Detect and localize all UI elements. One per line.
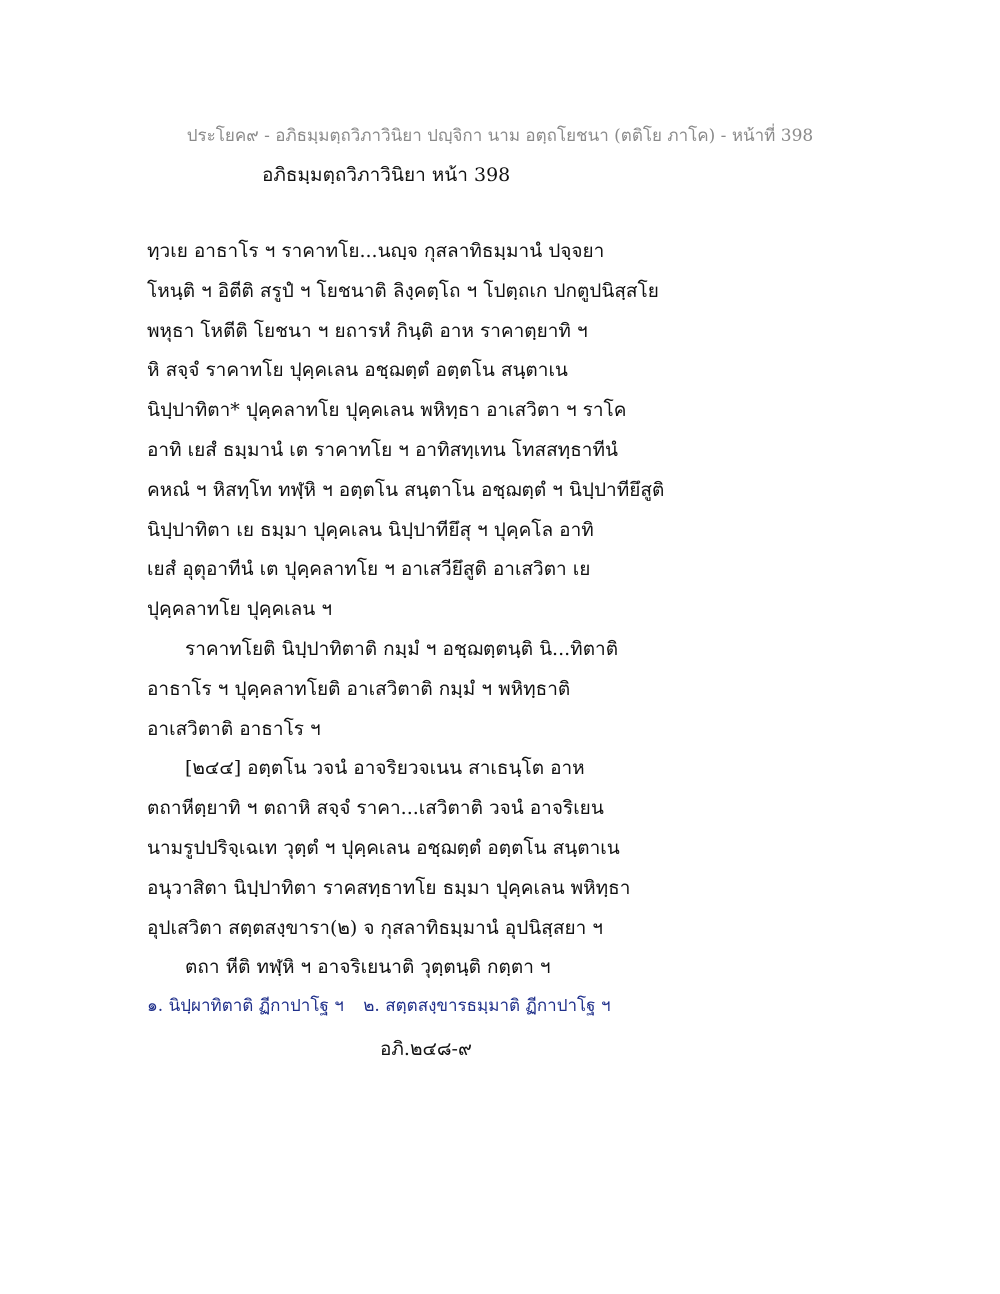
- text-line: อาเสวิตาติ อาธาโร ฯ: [147, 717, 321, 740]
- text-line-indented: ราคาทโยติ นิปฺปาทิตาติ กมฺมํ ฯ อชฺฌตฺตนฺติ นิ...ทิตาติ: [185, 637, 619, 660]
- text-line: นิปฺปาทิตา* ปุคฺคลาทโย ปุคฺคเลน พหิทฺธา อาเสวิตา ฯ ราโค: [147, 399, 627, 422]
- text-line: ตถาหีตฺยาทิ ฯ ตถาหิ สจฺจํ ราคา...เสวิตาติ วจนํ อาจริเยน: [147, 797, 604, 820]
- page-reference: อภิ.๒๔๘-๙: [380, 1038, 472, 1060]
- page-heading: อภิธมฺมตฺถวิภาวินิยา หน้า 398: [262, 164, 511, 186]
- footnote-2: ๒. สตฺตสงฺขารธมฺมาติ ฏีกาปาโฐ ฯ: [363, 996, 611, 1016]
- text-line-indented: ตถา หีติ ทฬฺหิ ฯ อาจริเยนาติ วุตฺตนฺติ กตฺตา ฯ: [185, 956, 551, 979]
- text-line: ปุคฺคลาทโย ปุคฺคเลน ฯ: [147, 598, 333, 621]
- footnote-1: ๑. นิปฺผาทิตาติ ฏีกาปาโฐ ฯ: [147, 996, 344, 1016]
- text-line: ทฺวเย อาธาโร ฯ ราคาทโย...นญฺจ กุสลาทิธมฺมานํ ปจฺจยา: [147, 240, 605, 262]
- text-line: อุปเสวิตา สตฺตสงฺขารา(๒) จ กุสลาทิธมฺมานํ อุปนิสฺสยา ฯ: [147, 916, 603, 939]
- text-line: นิปฺปาทิตา เย ธมฺมา ปุคฺคเลน นิปฺปาทียึสุ ฯ ปุคฺคโล อาทิ: [147, 518, 594, 541]
- text-line-indented: [๒๔๔] อตฺตโน วจนํ อาจริยวจเนน สาเธนฺโต อาห: [185, 757, 585, 780]
- text-line: อาธาโร ฯ ปุคฺคลาทโยติ อาเสวิตาติ กมฺมํ ฯ พหิทฺธาติ: [147, 677, 571, 700]
- text-line: เยสํ อุตุอาทีนํ เต ปุคฺคลาทโย ฯ อาเสวียึสูติ อาเสวิตา เย: [147, 558, 591, 581]
- body-text: [147, 232, 867, 988]
- text-line: อาทิ เยสํ ธมฺมานํ เต ราคาทโย ฯ อาทิสทฺเทน โทสสทฺธาทีนํ: [147, 438, 618, 461]
- text-line: คหณํ ฯ หิสทฺโท ทฬฺหิ ฯ อตฺตโน สนฺตาโน อชฺฌตฺตํ ฯ นิปฺปาทียึสูติ: [147, 478, 665, 501]
- text-line: หิ สจฺจํ ราคาทโย ปุคฺคเลน อชฺฌตฺตํ อตฺตโน สนฺตาเน: [147, 359, 568, 382]
- text-line: พหุธา โหตีติ โยชนา ฯ ยถารหํ กินฺติ อาห ราคาตฺยาทิ ฯ: [147, 319, 588, 342]
- running-header: ประโยค๙ - อภิธมฺมตฺถวิภาวินิยา ปญฺจิกา นาม อตฺถโยชนา (ตติโย ภาโค) - หน้าที่ 398: [186, 126, 814, 146]
- text-line: โหนฺติ ฯ อิตีติ สรูปํ ฯ โยชนาติ ลิงฺคตฺโถ ฯ โปตฺถเก ปกตูปนิสฺสโย: [147, 279, 659, 302]
- footnotes: [147, 992, 611, 1019]
- text-line: นามรูปปริจฺเฉเท วุตฺตํ ฯ ปุคฺคเลน อชฺฌตฺตํ อตฺตโน สนฺตาเน: [147, 836, 620, 859]
- text-line: อนุวาสิตา นิปฺปาทิตา ราคสทฺธาทโย ธมฺมา ปุคฺคเลน พหิทฺธา: [147, 876, 631, 899]
